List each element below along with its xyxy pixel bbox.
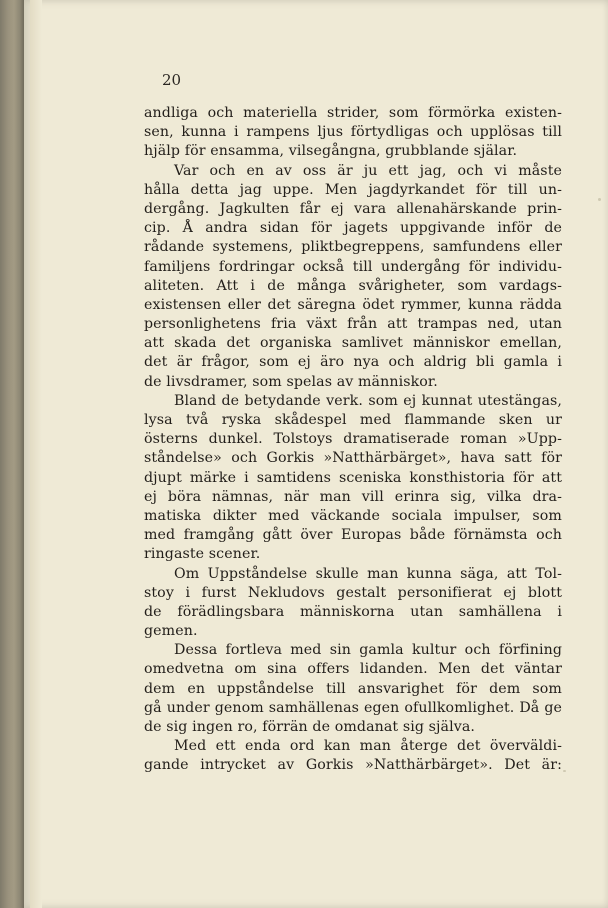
text-line: aliteten. Att i de många svårigheter, som vardags- [144,277,562,294]
text-line: familjens fordringar också till undergång för individu- [144,258,562,275]
body-text [144,104,562,776]
text-line: stoy i furst Nekludovs gestalt personifierat ej blott [144,584,562,601]
text-line: ej böra nämnas, när man vill erinra sig, vilka dra- [144,488,562,505]
paper-spot [563,770,566,772]
text-line: Dessa fortleva med sin gamla kultur och förfining [174,642,562,659]
text-line: gande intrycket av Gorkis »Natthärbärget». Det är: [144,757,562,774]
text-line: sen, kunna i rampens ljus förtydligas och upplösas till [144,124,562,141]
text-line: dergång. Jagkulten får ej vara allenahärskande prin- [144,200,562,217]
text-line: de livsdramer, som spelas av människor. [144,373,438,390]
text-line: matiska dikter med väckande sociala impulser, som [144,507,562,524]
text-line: cip. Å andra sidan för jagets uppgivande inför de [144,220,562,237]
text-line: det är frågor, som ej äro nya och aldrig bli gamla i [144,354,562,371]
text-line: personlighetens fria växt från att trampas ned, utan [144,316,562,333]
text-line: hålla detta jag uppe. Men jagdyrkandet för till un- [144,181,562,198]
text-line: österns dunkel. Tolstoys dramatiserade roman »Upp- [144,431,562,448]
text-line: ståndelse» och Gorkis »Natthärbärget», hava satt för [144,450,562,467]
text-line: ringaste scener. [144,546,261,563]
text-line: de sig ingen ro, förrän de omdanat sig själva. [144,719,476,735]
page-gutter-shadow [30,0,42,908]
text-line: existensen eller det säregna ödet rymmer, kunna rädda [144,296,562,313]
text-line: rådande systemens, pliktbegreppens, samfundens eller [144,239,562,256]
text-line: djupt märke i samtidens sceniska konsthistoria för att [144,469,562,486]
text-line: gå under genom samhällenas egen ofullkomlighet. Då ge [144,699,562,716]
text-line: andliga och materiella strider, som förmörka existen- [144,105,562,121]
text-line: med framgång gått över Europas både förnämsta och [144,527,562,544]
text-line: Bland de betydande verk. som ej kunnat utestängas, [174,392,562,409]
text-line: omedvetna om sina offers lidanden. Men det väntar [144,661,562,678]
text-line: Med ett enda ord kan man återge det överväldi- [174,738,562,755]
text-line: gemen. [144,623,198,640]
text-line: de förädlingsbara människorna utan samhällena i [144,603,562,620]
text-line: Om Uppståndelse skulle man kunna säga, att Tol- [174,565,562,582]
text-line: hjälp för ensamma, vilsegångna, grubblande själar. [144,143,518,160]
page-number: 20 [162,71,182,89]
text-line: lysa två ryska skådespel med flammande sken ur [144,412,562,428]
text-line: dem en uppståndelse till ansvarighet för dem som [144,680,562,697]
paper-spot [598,198,601,201]
text-line: att skada det organiska samlivet människor emellan, [144,335,562,352]
text-line: Var och en av oss är ju ett jag, och vi måste [174,162,562,179]
